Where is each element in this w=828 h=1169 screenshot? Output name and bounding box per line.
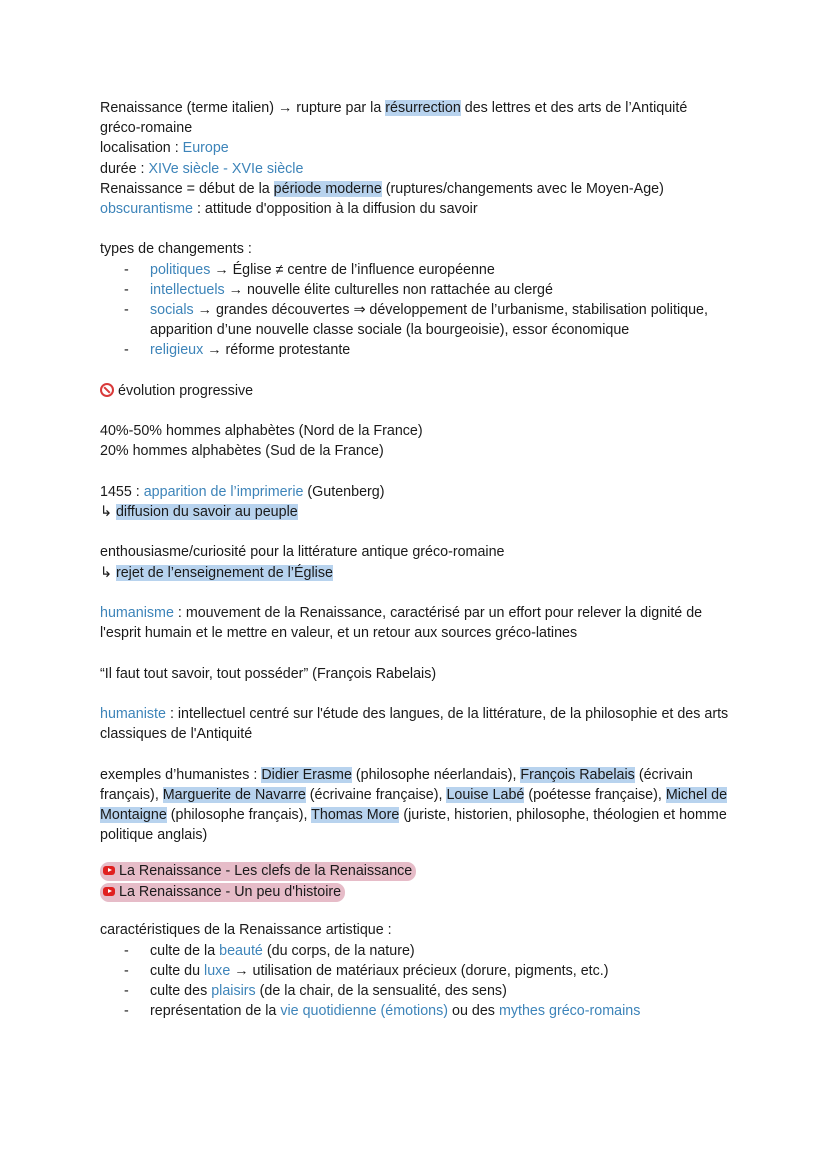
term-obscurantisme: obscurantisme xyxy=(100,201,193,218)
list-item: - culte de la beauté (du corps, de la nature) xyxy=(100,941,730,961)
list-item: - culte du luxe → utilisation de matériaux précieux (dorure, pigments, etc.) xyxy=(100,961,730,981)
list-item: - politiques → Église ≠ centre de l’influence européenne xyxy=(100,260,730,280)
return-arrow-icon: ↳ xyxy=(100,504,116,520)
literacy-south: 20% hommes alphabètes (Sud de la France) xyxy=(100,443,384,460)
list-item: - socials → grandes découvertes ⇒ développement de l’urbanisme, stabilisation politique, apparition d’une nouvelle classe sociale (la bourgeoisie), essor économique xyxy=(100,300,730,340)
evolution-line: évolution progressive xyxy=(100,381,730,401)
list-item: - religieux → réforme protestante xyxy=(100,340,730,360)
list-item: - culte des plaisirs (de la chair, de la sensualité, des sens) xyxy=(100,981,730,1001)
intro-line: Renaissance (terme italien) → rupture par la résurrection des lettres et des arts de l’Antiquité gréco-romaine xyxy=(100,100,688,137)
art-title: caractéristiques de la Renaissance artistique : xyxy=(100,922,392,939)
video-link-1-row xyxy=(100,861,730,882)
localisation-line: localisation : Europe xyxy=(100,140,229,157)
term-humaniste: humaniste xyxy=(100,705,166,722)
duration-line: durée : XIVe siècle - XVIe siècle xyxy=(100,160,304,177)
enthusiasm-line: enthousiasme/curiosité pour la littérature antique gréco-romaine xyxy=(100,544,505,561)
video-chip[interactable]: La Renaissance - Un peu d'histoire xyxy=(100,883,345,902)
definition-line: Renaissance = début de la période moderne (ruptures/changements avec le Moyen-Age) xyxy=(100,180,664,197)
notes-page xyxy=(100,98,730,1021)
literacy-north: 40%-50% hommes alphabètes (Nord de la France) xyxy=(100,423,423,440)
duration-value: XIVe siècle - XVIe siècle xyxy=(148,160,304,177)
changes-title: types de changements : xyxy=(100,241,252,258)
humanist-examples: exemples d’humanistes : Didier Erasme (philosophe néerlandais), François Rabelais (écrivain français), Marguerite de Navarre (écrivaine française), Louise Labé (poétesse française), Michel de Montaigne (philosophe français), Thomas More (juriste, historien, philosophe, théologien et homme politique anglais) xyxy=(100,766,728,844)
humanism-definition: humanisme : mouvement de la Renaissance, caractérisé par un effort pour relever la dignité de l'esprit humain et le mettre en valeur, et un retour aux sources gréco-latines xyxy=(100,604,703,642)
youtube-icon xyxy=(103,866,115,875)
term-humanisme: humanisme xyxy=(100,604,174,621)
video-link-2-row xyxy=(100,882,730,903)
return-arrow-icon: ↳ xyxy=(100,564,116,581)
printing-result: ↳ diffusion du savoir au peuple xyxy=(100,504,298,520)
video-chip[interactable]: La Renaissance - Les clefs de la Renaissance xyxy=(100,862,416,881)
highlight-resurrection: résurrection xyxy=(385,100,461,116)
list-item: - représentation de la vie quotidienne (émotions) ou des mythes gréco-romains xyxy=(100,1001,730,1021)
changes-list xyxy=(100,260,730,361)
youtube-icon xyxy=(103,887,115,896)
printing-line: 1455 : apparition de l’imprimerie (Gutenberg) xyxy=(100,483,385,500)
term-imprimerie: apparition de l’imprimerie xyxy=(143,483,304,500)
obscurantisme-line: obscurantisme : attitude d'opposition à la diffusion du savoir xyxy=(100,201,478,218)
enthusiasm-result: ↳ rejet de l’enseignement de l’Église xyxy=(100,564,333,581)
humanist-definition: humaniste : intellectuel centré sur l'étude des langues, de la littérature, de la philosophie et des arts classiques de l'Antiquité xyxy=(100,705,729,743)
highlight-periode-moderne: période moderne xyxy=(273,180,382,197)
no-entry-icon xyxy=(100,383,114,397)
localisation-value: Europe xyxy=(182,140,229,157)
list-item: - intellectuels → nouvelle élite culturelles non rattachée au clergé xyxy=(100,280,730,300)
art-list xyxy=(100,941,730,1022)
rabelais-quote: “Il faut tout savoir, tout posséder” (François Rabelais) xyxy=(100,665,437,682)
